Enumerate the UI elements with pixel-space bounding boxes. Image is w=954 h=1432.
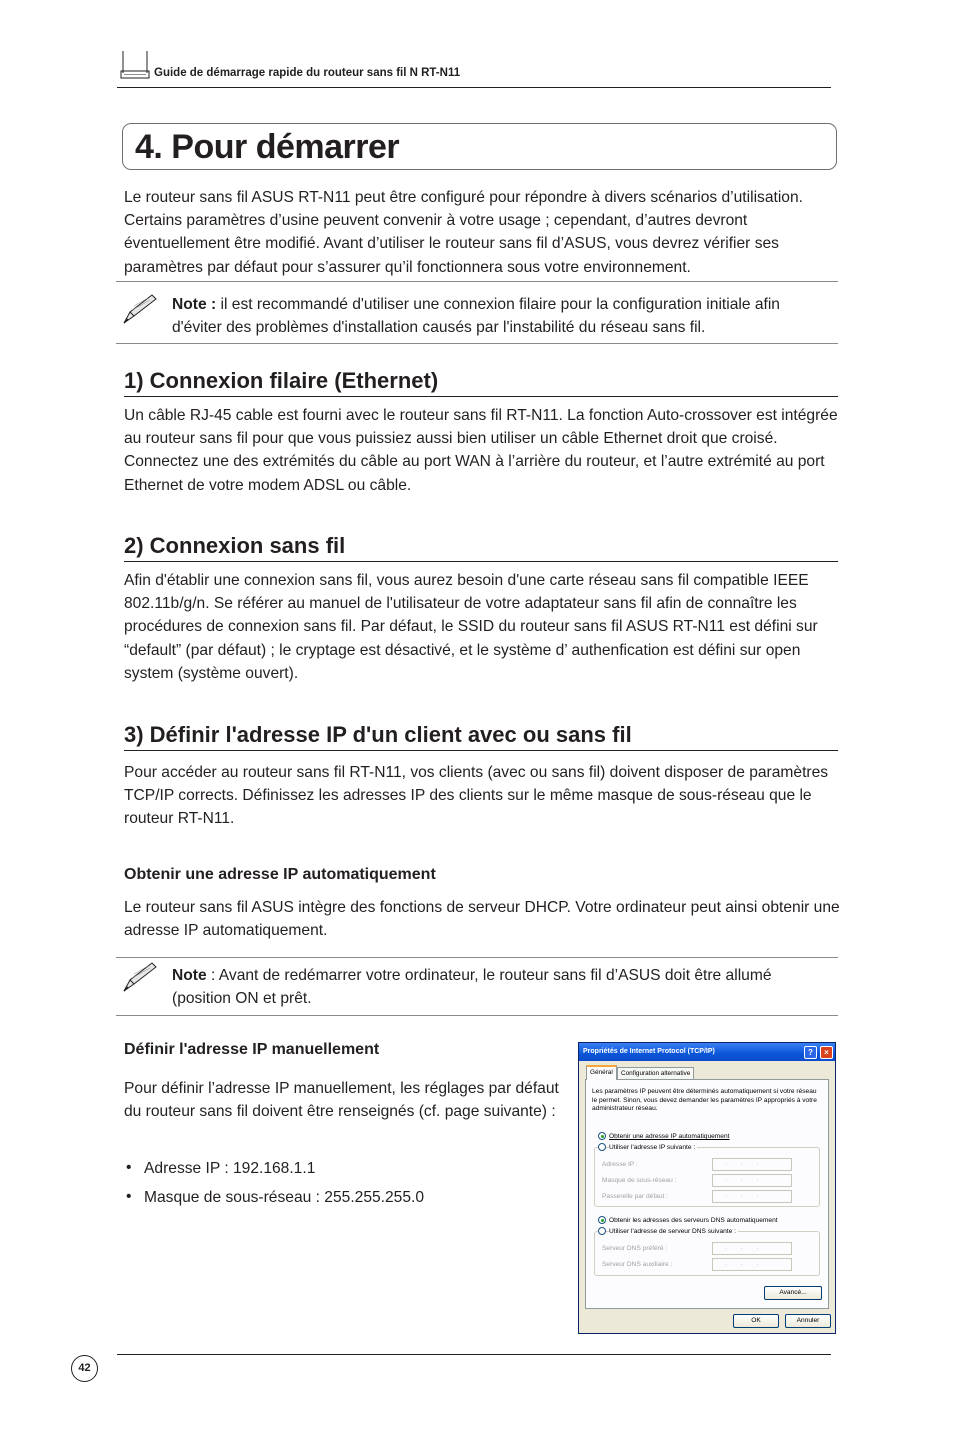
gateway-input[interactable]: ...: [712, 1190, 792, 1203]
section-heading-2: [124, 533, 838, 562]
cancel-button[interactable]: Annuler: [785, 1314, 831, 1328]
ip-address-label: Adresse IP :: [602, 1161, 638, 1168]
ip-address-input[interactable]: ...: [712, 1158, 792, 1171]
router-icon: [119, 47, 151, 83]
manual-ip-radio-label[interactable]: Utiliser l'adresse IP suivante :: [609, 1144, 696, 1151]
manual-ip-heading: Définir l'adresse IP manuellement: [124, 1041, 380, 1058]
intro-paragraph: Le routeur sans fil ASUS RT-N11 peut être configuré pour répondre à divers scénarios d’utilisation. Certains paramètres d’usine peuvent convenir à votre usage ; cependant, d’autres devront éventuellement être modifié. Avant d’utiliser le routeur sans fil d’ASUS, vous devrez vérifier ses paramètres par défaut pour s’assurer qu’il fonctionnera sous votre environnement.: [124, 189, 803, 276]
auto-dns-radio-label[interactable]: Obtenir les adresses des serveurs DNS automatiquement: [609, 1217, 778, 1224]
preferred-dns-input[interactable]: ...: [712, 1242, 792, 1255]
note-label-1: Note :: [172, 296, 217, 313]
note-body-2: : Avant de redémarrer votre ordinateur, le routeur sans fil d’ASUS doit être allumé (position ON et prêt.: [172, 967, 772, 1008]
tcpip-properties-dialog: [578, 1042, 836, 1334]
auto-dns-radio[interactable]: [598, 1216, 606, 1224]
header-rule: [117, 87, 831, 88]
note-body-1: il est recommandé d'utiliser une connexion filaire pour la configuration initiale afin d'éviter des problèmes d'installation causés par l'instabilité du réseau sans fil.: [172, 296, 780, 337]
section-body-1: Un câble RJ-45 cable est fourni avec le routeur sans fil RT-N11. La fonction Auto-crossover est intégrée au routeur sans fil pour que vous puissiez aussi bien utiliser un câble Ethernet droit que croisé. Connectez une des extrémités du câble au port WAN à l’arrière du routeur, et l’autre extrémité au port Ethernet de votre modem ADSL ou câble.: [124, 407, 838, 494]
bullet-icon: •: [126, 1159, 132, 1176]
note-box-2: [116, 957, 838, 1016]
footer-rule: [117, 1354, 831, 1355]
section-body-3: Pour accéder au routeur sans fil RT-N11, vos clients (avec ou sans fil) doivent disposer de paramètres TCP/IP corrects. Définissez les adresses IP des clients sur le même masque de sous-réseau que le routeur RT-N11.: [124, 764, 829, 828]
advanced-button[interactable]: Avancé...: [764, 1286, 822, 1300]
pen-note-icon: [120, 292, 160, 326]
subnet-mask-label: Masque de sous-réseau :: [602, 1177, 677, 1184]
dialog-title: Propriétés de Internet Protocol (TCP/IP): [579, 1043, 835, 1061]
pen-note-icon: [120, 960, 160, 994]
ok-button[interactable]: OK: [733, 1314, 779, 1328]
subnet-mask-input[interactable]: ...: [712, 1174, 792, 1187]
manual-dns-radio-label[interactable]: Utiliser l'adresse de serveur DNS suivante :: [609, 1228, 736, 1235]
close-button[interactable]: ×: [820, 1046, 833, 1059]
auto-ip-body: Le routeur sans fil ASUS intègre des fonctions de serveur DHCP. Votre ordinateur peut ainsi obtenir une adresse IP automatiquement.: [124, 899, 840, 940]
general-tab-panel: [585, 1079, 829, 1309]
section-body-2: Afin d'établir une connexion sans fil, vous aurez besoin d'une carte réseau sans fil compatible IEEE 802.11b/g/n. Se référer au manuel de l'utilisateur de votre adaptateur sans fil afin de connaître les procédures de connexion sans fil. Par défaut, le SSID du routeur sans fil ASUS RT-N11 est défini sur “default” (par défaut) ; le cryptage est désactivé, et le système d’ authenfication est défini sur open system (système ouvert).: [124, 572, 818, 682]
help-button[interactable]: ?: [804, 1046, 817, 1059]
list-item-text: Masque de sous-réseau : 255.255.255.0: [144, 1189, 425, 1206]
page-number: 42: [71, 1355, 98, 1382]
manual-ip-radio[interactable]: [598, 1143, 606, 1151]
gateway-label: Passerelle par défaut :: [602, 1193, 668, 1200]
chapter-title: 4. Pour démarrer: [135, 128, 400, 166]
header-title: Guide de démarrage rapide du routeur sans fil N RT-N11: [154, 67, 461, 79]
manual-dns-radio[interactable]: [598, 1227, 606, 1235]
tab-alternate-configuration[interactable]: Configuration alternative: [617, 1067, 694, 1079]
chapter-title-box: [122, 123, 837, 170]
alternate-dns-input[interactable]: ...: [712, 1258, 792, 1271]
note-label-2: Note: [172, 967, 207, 984]
alternate-dns-label: Serveur DNS auxiliaire :: [602, 1261, 673, 1268]
manual-ip-body: Pour définir l’adresse IP manuellement, les réglages par défaut du routeur sans fil doivent être renseignés (cf. page suivante) :: [124, 1080, 559, 1121]
dialog-description: Les paramètres IP peuvent être déterminés automatiquement si votre réseau le permet. Sinon, vous devez demander les paramètres IP appropriés à votre administrateur réseau.: [592, 1088, 817, 1112]
section-title-3: 3) Définir l'adresse IP d'un client avec ou sans fil: [124, 722, 632, 747]
auto-ip-radio-label[interactable]: Obtenir une adresse IP automatiquement: [609, 1133, 730, 1140]
preferred-dns-label: Serveur DNS préféré :: [602, 1245, 668, 1252]
note-box-1: [116, 281, 838, 344]
auto-ip-heading: Obtenir une adresse IP automatiquement: [124, 866, 436, 883]
section-title-1: 1) Connexion filaire (Ethernet): [124, 368, 439, 393]
tab-general[interactable]: Général: [586, 1065, 617, 1080]
page-header: [117, 45, 831, 88]
section-heading-3: [124, 722, 838, 751]
section-heading-1: [124, 368, 838, 397]
section-title-2: 2) Connexion sans fil: [124, 533, 346, 558]
note-text-2: [172, 964, 832, 1010]
note-text-1: [172, 293, 832, 339]
bullet-icon: •: [126, 1188, 132, 1205]
list-item-text: Adresse IP : 192.168.1.1: [144, 1160, 316, 1177]
auto-ip-radio[interactable]: [598, 1132, 606, 1140]
